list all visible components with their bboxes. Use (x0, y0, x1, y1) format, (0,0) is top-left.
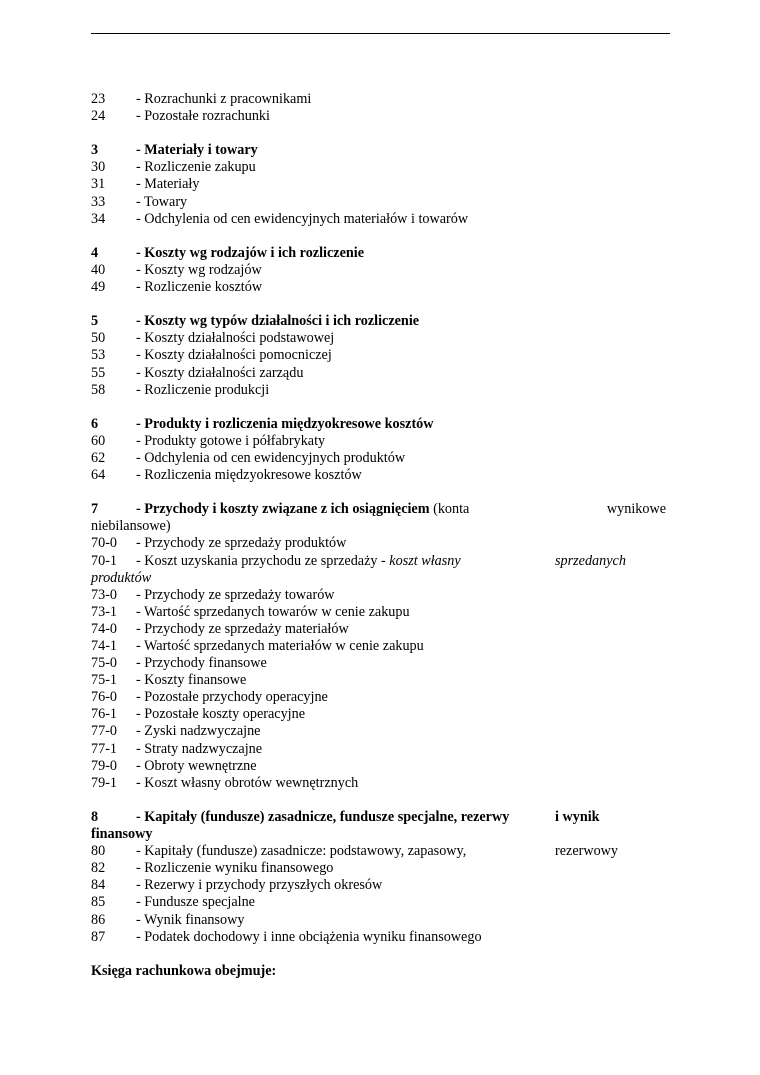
group-title-right: wynikowe (606, 501, 666, 518)
list-item (91, 912, 666, 929)
account-label: - Przychody ze sprzedaży produktów (136, 535, 347, 552)
account-label: - Rozliczenie kosztów (136, 279, 263, 296)
account-label (136, 553, 461, 570)
account-code: 50 (91, 330, 106, 347)
account-label: - Koszty działalności pomocniczej (136, 347, 332, 364)
list-item (91, 621, 666, 638)
account-code: 85 (91, 894, 106, 911)
account-label: - Rezerwy i przychody przyszłych okresów (136, 877, 383, 894)
list-item (91, 929, 666, 946)
account-code: 77-1 (91, 740, 118, 757)
account-code: 70-1 (91, 552, 118, 569)
spacer (91, 228, 666, 245)
group-code: 5 (91, 313, 99, 330)
list-item (91, 894, 666, 911)
group-heading (91, 313, 666, 330)
group-title: - Kapitały (fundusze) zasadnicze, fundusze specjalne, rezerwy (136, 808, 510, 825)
group-title-continuation: finansowy (91, 826, 153, 843)
list-item (91, 194, 666, 211)
account-label: - Koszty działalności zarządu (136, 364, 304, 381)
account-label: - Pozostałe przychody operacyjne (136, 689, 328, 706)
account-label: - Produkty gotowe i półfabrykaty (136, 432, 326, 449)
list-item (91, 159, 666, 176)
account-label: - Koszty wg rodzajów (136, 261, 262, 278)
account-code: 79-0 (91, 757, 118, 774)
list-item (91, 877, 666, 894)
account-code: 79-1 (91, 774, 118, 791)
account-label: - Koszty finansowe (136, 672, 247, 689)
group-title-note: (konta (433, 501, 470, 518)
group-heading (91, 245, 666, 262)
list-item (91, 587, 666, 604)
account-label: - Rozliczenie zakupu (136, 159, 256, 176)
account-label: - Rozliczenia międzyokresowe kosztów (136, 467, 362, 484)
document-body (91, 91, 666, 980)
list-item (91, 775, 666, 792)
footer-heading-text: Księga rachunkowa obejmuje: (91, 962, 277, 979)
account-code: 55 (91, 364, 106, 381)
account-label: - Wynik finansowy (136, 911, 245, 928)
account-code: 86 (91, 911, 106, 928)
account-code: 70-0 (91, 535, 118, 552)
list-item (91, 758, 666, 775)
group-title: - Koszty wg rodzajów i ich rozliczenie (136, 244, 364, 261)
account-code: 40 (91, 261, 106, 278)
account-code: 49 (91, 279, 106, 296)
header-rule (91, 33, 670, 34)
account-code: 30 (91, 159, 106, 176)
account-code: 60 (91, 432, 106, 449)
account-label: - Towary (136, 193, 188, 210)
account-code: 24 (91, 108, 106, 125)
group-title: - Koszty wg typów działalności i ich rozliczenie (136, 313, 420, 330)
list-item (91, 655, 666, 672)
account-code: 80 (91, 843, 106, 860)
account-code: 31 (91, 176, 106, 193)
list-item (91, 382, 666, 399)
account-label: - Koszt własny obrotów wewnętrznych (136, 774, 359, 791)
account-code: 82 (91, 860, 106, 877)
spacer (91, 792, 666, 809)
list-item (91, 638, 666, 655)
account-label-right: sprzedanych (555, 552, 626, 569)
account-label: - Zyski nadzwyczajne (136, 723, 261, 740)
account-label: - Materiały (136, 176, 200, 193)
account-code: 76-0 (91, 689, 118, 706)
spacer (91, 484, 666, 501)
spacer (91, 296, 666, 313)
account-label: - Straty nadzwyczajne (136, 740, 263, 757)
account-code: 84 (91, 877, 106, 894)
list-item (91, 860, 666, 877)
account-label-continuation: produktów (91, 569, 152, 586)
account-label: - Rozliczenie produkcji (136, 381, 270, 398)
account-code: 75-1 (91, 672, 118, 689)
spacer (91, 946, 666, 963)
account-label: - Przychody finansowe (136, 655, 267, 672)
group-title-right: i wynik (555, 808, 600, 825)
group-title (136, 501, 469, 518)
list-item (91, 843, 666, 860)
list-item (91, 535, 666, 552)
account-code: 76-1 (91, 706, 118, 723)
account-code: 73-0 (91, 586, 118, 603)
account-label: - Wartość sprzedanych towarów w cenie zakupu (136, 603, 410, 620)
account-label: - Koszty działalności podstawowej (136, 330, 335, 347)
list-item (91, 347, 666, 364)
group-title-bold: - Przychody i koszty związane z ich osiągnięciem (136, 501, 430, 518)
account-label: - Kapitały (fundusze) zasadnicze: podstawowy, zapasowy, (136, 843, 467, 860)
list-item (91, 553, 666, 570)
account-label: - Przychody ze sprzedaży towarów (136, 586, 335, 603)
account-label: - Odchylenia od cen ewidencyjnych materiałów i towarów (136, 210, 469, 227)
account-code: 62 (91, 449, 106, 466)
account-code: 34 (91, 210, 106, 227)
list-item (91, 467, 666, 484)
group-code: 7 (91, 501, 99, 518)
account-code: 23 (91, 91, 106, 107)
group-heading-cont (91, 826, 666, 843)
account-label-right: rezerwowy (555, 843, 619, 860)
account-code: 58 (91, 381, 106, 398)
group-title: - Materiały i towary (136, 142, 258, 159)
list-item (91, 689, 666, 706)
account-label: - Podatek dochodowy i inne obciążenia wyniku finansowego (136, 928, 482, 945)
account-code: 74-1 (91, 638, 118, 654)
list-item (91, 91, 666, 108)
group-heading (91, 809, 666, 826)
group-title-continuation: niebilansowe) (91, 518, 171, 535)
group-heading (91, 416, 666, 433)
spacer (91, 399, 666, 416)
account-label: - Rozrachunki z pracownikami (136, 91, 312, 107)
account-label: - Rozliczenie wyniku finansowego (136, 860, 334, 877)
account-code: 75-0 (91, 655, 118, 672)
footer-heading (91, 963, 666, 980)
account-code: 73-1 (91, 603, 118, 620)
list-item (91, 604, 666, 621)
list-item (91, 672, 666, 689)
list-item (91, 433, 666, 450)
list-item (91, 450, 666, 467)
account-label: - Wartość sprzedanych materiałów w cenie zakupu (136, 638, 424, 654)
list-item (91, 262, 666, 279)
group-heading (91, 142, 666, 159)
account-label: - Przychody ze sprzedaży materiałów (136, 620, 349, 637)
spacer (91, 125, 666, 142)
group-code: 3 (91, 142, 99, 159)
account-code: 33 (91, 193, 106, 210)
account-code: 53 (91, 347, 106, 364)
account-code: 87 (91, 928, 106, 945)
group-title: - Produkty i rozliczenia międzyokresowe kosztów (136, 415, 434, 432)
account-label: - Odchylenia od cen ewidencyjnych produktów (136, 449, 406, 466)
account-label-main: - Koszt uzyskania przychodu ze sprzedaży - (136, 552, 386, 569)
list-item (91, 211, 666, 228)
list-item-cont (91, 570, 666, 587)
list-item (91, 176, 666, 193)
account-code: 64 (91, 467, 106, 484)
group-heading (91, 501, 666, 518)
list-item (91, 279, 666, 296)
group-code: 4 (91, 244, 99, 261)
list-item (91, 365, 666, 382)
group-heading-cont (91, 518, 666, 535)
list-item (91, 723, 666, 740)
list-item (91, 706, 666, 723)
account-label: - Pozostałe rozrachunki (136, 108, 270, 125)
list-item (91, 330, 666, 347)
account-label: - Pozostałe koszty operacyjne (136, 706, 306, 723)
account-label-italic: koszt własny (389, 552, 461, 569)
group-code: 6 (91, 415, 99, 432)
group-code: 8 (91, 808, 99, 825)
list-item (91, 741, 666, 758)
account-label: - Obroty wewnętrzne (136, 757, 257, 774)
account-code: 74-0 (91, 620, 118, 637)
account-code: 77-0 (91, 723, 118, 740)
list-item (91, 108, 666, 125)
account-label: - Fundusze specjalne (136, 894, 255, 911)
